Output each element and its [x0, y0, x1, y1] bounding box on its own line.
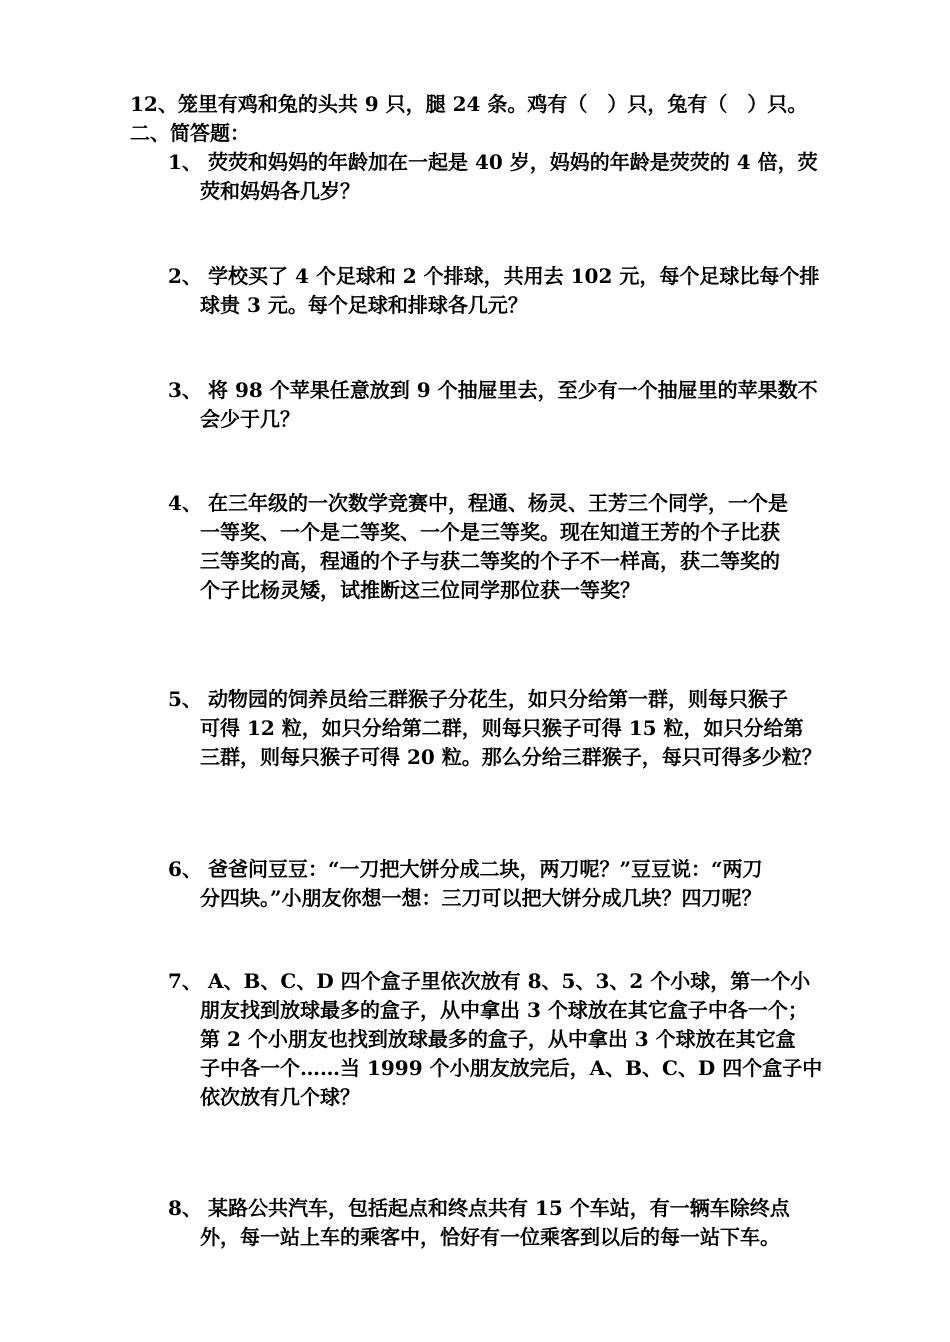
section-title: 二、简答题： — [130, 121, 250, 145]
problem-number: 6、 — [168, 857, 202, 881]
problem-line: 荧和妈妈各几岁？ — [200, 179, 360, 203]
question-12: 12、笼里有鸡和兔的头共 9 只，腿 24 条。鸡有（ ）只，兔有（ ）只。 — [130, 92, 808, 116]
problem-line: 荧荧和妈妈的年龄加在一起是 40 岁，妈妈的年龄是荧荧的 4 倍，荧 — [208, 150, 818, 174]
problem-number: 3、 — [168, 378, 202, 402]
problem-text — [200, 685, 858, 772]
problem-text — [200, 148, 858, 206]
problem-line: 第 2 个小朋友也找到放球最多的盒子，从中拿出 3 个球放在其它盒 — [200, 1027, 796, 1051]
problem-text — [200, 1194, 858, 1252]
problem-number: 2、 — [168, 264, 202, 288]
problem-2 — [168, 262, 858, 320]
problem-5 — [168, 685, 858, 772]
problem-line: 依次放有几个球？ — [200, 1085, 360, 1109]
problem-6 — [168, 855, 858, 913]
problem-8 — [168, 1194, 858, 1252]
problem-number: 7、 — [168, 969, 202, 993]
problem-line: 将 98 个苹果任意放到 9 个抽屉里去，至少有一个抽屉里的苹果数不 — [208, 378, 818, 402]
problem-text — [200, 855, 858, 913]
problem-text — [200, 262, 858, 320]
problem-number: 5、 — [168, 687, 202, 711]
problem-line: 某路公共汽车，包括起点和终点共有 15 个车站，有一辆车除终点 — [208, 1196, 790, 1220]
problem-line: 学校买了 4 个足球和 2 个排球，共用去 102 元，每个足球比每个排 — [208, 264, 820, 288]
problem-number: 1、 — [168, 150, 202, 174]
problem-3 — [168, 376, 858, 434]
problem-text — [200, 967, 858, 1112]
problem-line: 动物园的饲养员给三群猴子分花生，如只分给第一群，则每只猴子 — [208, 687, 788, 711]
problem-line: 外，每一站上车的乘客中，恰好有一位乘客到以后的每一站下车。 — [200, 1225, 780, 1249]
problem-line: 个子比杨灵矮，试推断这三位同学那位获一等奖？ — [200, 578, 640, 602]
problem-line: 一等奖、一个是二等奖、一个是三等奖。现在知道王芳的个子比获 — [200, 520, 780, 544]
problem-number: 8、 — [168, 1196, 202, 1220]
problem-line: 三群，则每只猴子可得 20 粒。那么分给三群猴子，每只可得多少粒？ — [200, 745, 822, 769]
problem-1 — [168, 148, 858, 206]
problem-line: 三等奖的高，程通的个子与获二等奖的个子不一样高，获二等奖的 — [200, 549, 780, 573]
problem-7 — [168, 967, 858, 1112]
problem-text — [200, 489, 858, 605]
problem-line: 子中各一个……当 1999 个小朋友放完后，A、B、C、D 四个盒子中 — [200, 1056, 823, 1080]
problem-line: 在三年级的一次数学竞赛中，程通、杨灵、王芳三个同学，一个是 — [208, 491, 788, 515]
problem-text — [200, 376, 858, 434]
problem-number: 4、 — [168, 491, 202, 515]
problem-line: 爸爸问豆豆：“一刀把大饼分成二块，两刀呢？”豆豆说：“两刀 — [208, 857, 763, 881]
problem-line: A、B、C、D 四个盒子里依次放有 8、5、3、2 个小球，第一个小 — [208, 969, 811, 993]
problem-line: 球贵 3 元。每个足球和排球各几元？ — [200, 293, 528, 317]
problem-line: 会少于几？ — [200, 407, 300, 431]
problem-4 — [168, 489, 858, 605]
problem-line: 可得 12 粒，如只分给第二群，则每只猴子可得 15 粒，如只分给第 — [200, 716, 804, 740]
problem-line: 分四块。”小朋友你想一想：三刀可以把大饼分成几块？四刀呢？ — [200, 886, 762, 910]
problem-line: 朋友找到放球最多的盒子，从中拿出 3 个球放在其它盒子中各一个； — [200, 998, 808, 1022]
